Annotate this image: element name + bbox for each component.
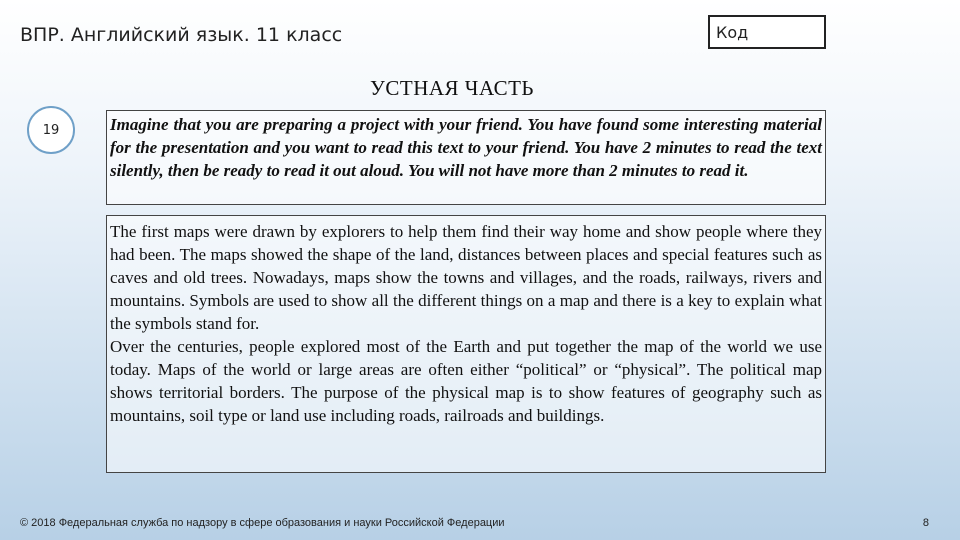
task-instruction: Imagine that you are preparing a project with your friend. You have found some interesting material for the presentation and you want to read this text to your friend. You have 2 minutes to read the text silently, then be ready to read it out aloud. You will not have more than 2 minutes to read it. — [106, 110, 826, 205]
page-number: 8 — [922, 517, 929, 529]
section-title: УСТНАЯ ЧАСТЬ — [370, 76, 534, 100]
code-label: Код — [716, 23, 749, 42]
reading-text — [106, 215, 826, 473]
page-title: ВПР. Английский язык. 11 класс — [20, 24, 343, 46]
reading-paragraph: The first maps were drawn by explorers to help them find their way home and show people where they had been. The maps showed the shape of the land, distances between places and special features such as caves and old trees. Nowadays, maps show the towns and villages, and the roads, railways, rivers and mountains. Symbols are used to show all the different things on a map and there is a key to explain what the symbols stand for. — [110, 222, 822, 333]
reading-paragraph: Over the centuries, people explored most of the Earth and put together the map of the world we use today. Maps of the world or large areas are often either “political” or “physical”. The political map shows territorial borders. The purpose of the physical map is to show features of geography such as mountains, soil type or land use including roads, railroads and buildings. — [110, 337, 822, 425]
copyright-footer: © 2018 Федеральная служба по надзору в сфере образования и науки Российской Федерации — [20, 517, 505, 529]
task-number: 19 — [42, 122, 60, 138]
task-number-badge — [27, 106, 75, 154]
code-field — [708, 15, 826, 49]
